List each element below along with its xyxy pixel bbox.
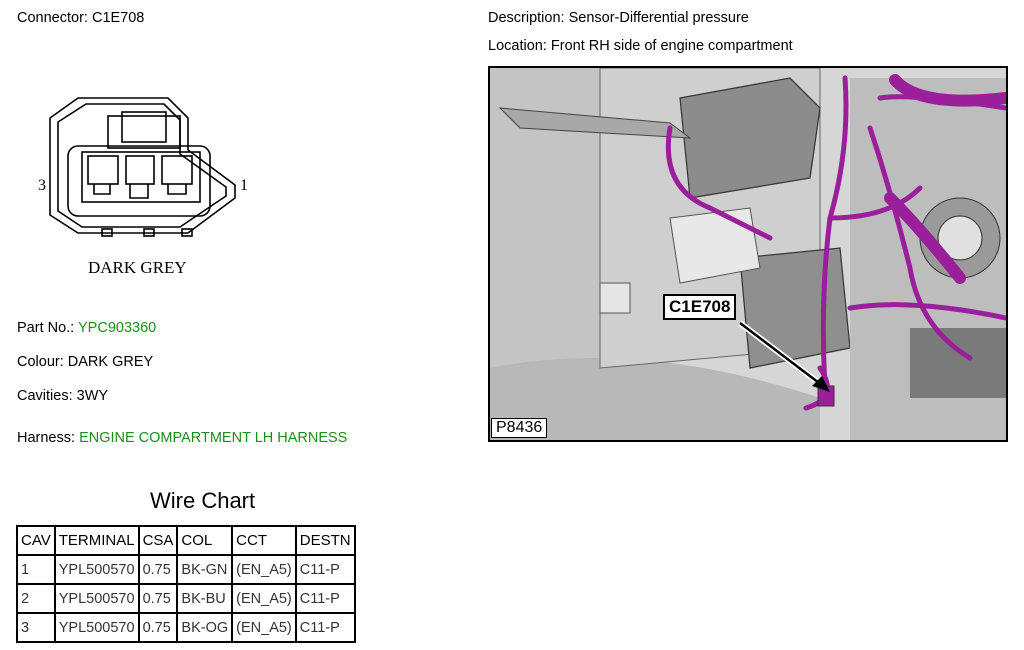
part-no-value: YPC903360 xyxy=(78,320,157,336)
harness-line xyxy=(17,429,347,447)
cell-cav: 2 xyxy=(17,584,55,613)
connector-value: C1E708 xyxy=(91,10,145,26)
cell-cav: 1 xyxy=(17,555,55,584)
cavities-line xyxy=(17,387,108,405)
location-value: Front RH side of engine compartment xyxy=(550,38,793,54)
wire-chart-table xyxy=(16,525,356,643)
cell-terminal: YPL500570 xyxy=(55,555,139,584)
cell-csa: 0.75 xyxy=(139,555,178,584)
cavities-value: 3WY xyxy=(76,388,109,404)
pin-right-label: 1 xyxy=(240,177,248,194)
connector-label: Connector: xyxy=(17,10,88,26)
cell-col: BK-GN xyxy=(177,555,232,584)
cell-csa: 0.75 xyxy=(139,584,178,613)
cell-terminal: YPL500570 xyxy=(55,613,139,642)
location-label: Location: xyxy=(488,38,547,54)
description-label: Description: xyxy=(488,10,565,26)
col-header-cct: CCT xyxy=(232,526,296,555)
cavities-label: Cavities: xyxy=(17,388,73,404)
engine-bay-illustration xyxy=(490,68,1006,440)
col-header-col: COL xyxy=(177,526,232,555)
part-no-line xyxy=(17,319,156,337)
colour-value: DARK GREY xyxy=(67,354,154,370)
harness-label: Harness: xyxy=(17,430,76,446)
description-line xyxy=(488,9,749,27)
description-value: Sensor-Differential pressure xyxy=(568,10,749,26)
cell-col: BK-BU xyxy=(177,584,232,613)
table-row xyxy=(17,613,355,642)
connector-line xyxy=(17,9,144,27)
pin-left-label: 3 xyxy=(38,177,46,194)
col-header-destn: DESTN xyxy=(296,526,355,555)
harness-value: ENGINE COMPARTMENT LH HARNESS xyxy=(79,430,348,446)
wire-chart-title: Wire Chart xyxy=(150,488,256,513)
col-header-terminal: TERMINAL xyxy=(55,526,139,555)
cell-csa: 0.75 xyxy=(139,613,178,642)
col-header-cav: CAV xyxy=(17,526,55,555)
cell-cav: 3 xyxy=(17,613,55,642)
photo-code-label: P8436 xyxy=(491,418,547,438)
colour-label: Colour: xyxy=(17,354,64,370)
table-row xyxy=(17,584,355,613)
cell-cct: (EN_A5) xyxy=(232,555,296,584)
diagram-caption: DARK GREY xyxy=(88,258,187,277)
colour-line xyxy=(17,353,153,371)
cell-terminal: YPL500570 xyxy=(55,584,139,613)
connector-diagram xyxy=(30,90,260,290)
part-no-label: Part No.: xyxy=(17,320,75,336)
cell-col: BK-OG xyxy=(177,613,232,642)
table-row xyxy=(17,555,355,584)
cell-destn: C11-P xyxy=(296,555,355,584)
cell-cct: (EN_A5) xyxy=(232,584,296,613)
cell-destn: C11-P xyxy=(296,584,355,613)
engine-bay-photo xyxy=(488,66,1008,442)
location-line xyxy=(488,37,793,55)
connector-callout-label: C1E708 xyxy=(663,294,736,320)
wire-chart-header-row xyxy=(17,526,355,555)
col-header-csa: CSA xyxy=(139,526,178,555)
cell-destn: C11-P xyxy=(296,613,355,642)
cell-cct: (EN_A5) xyxy=(232,613,296,642)
